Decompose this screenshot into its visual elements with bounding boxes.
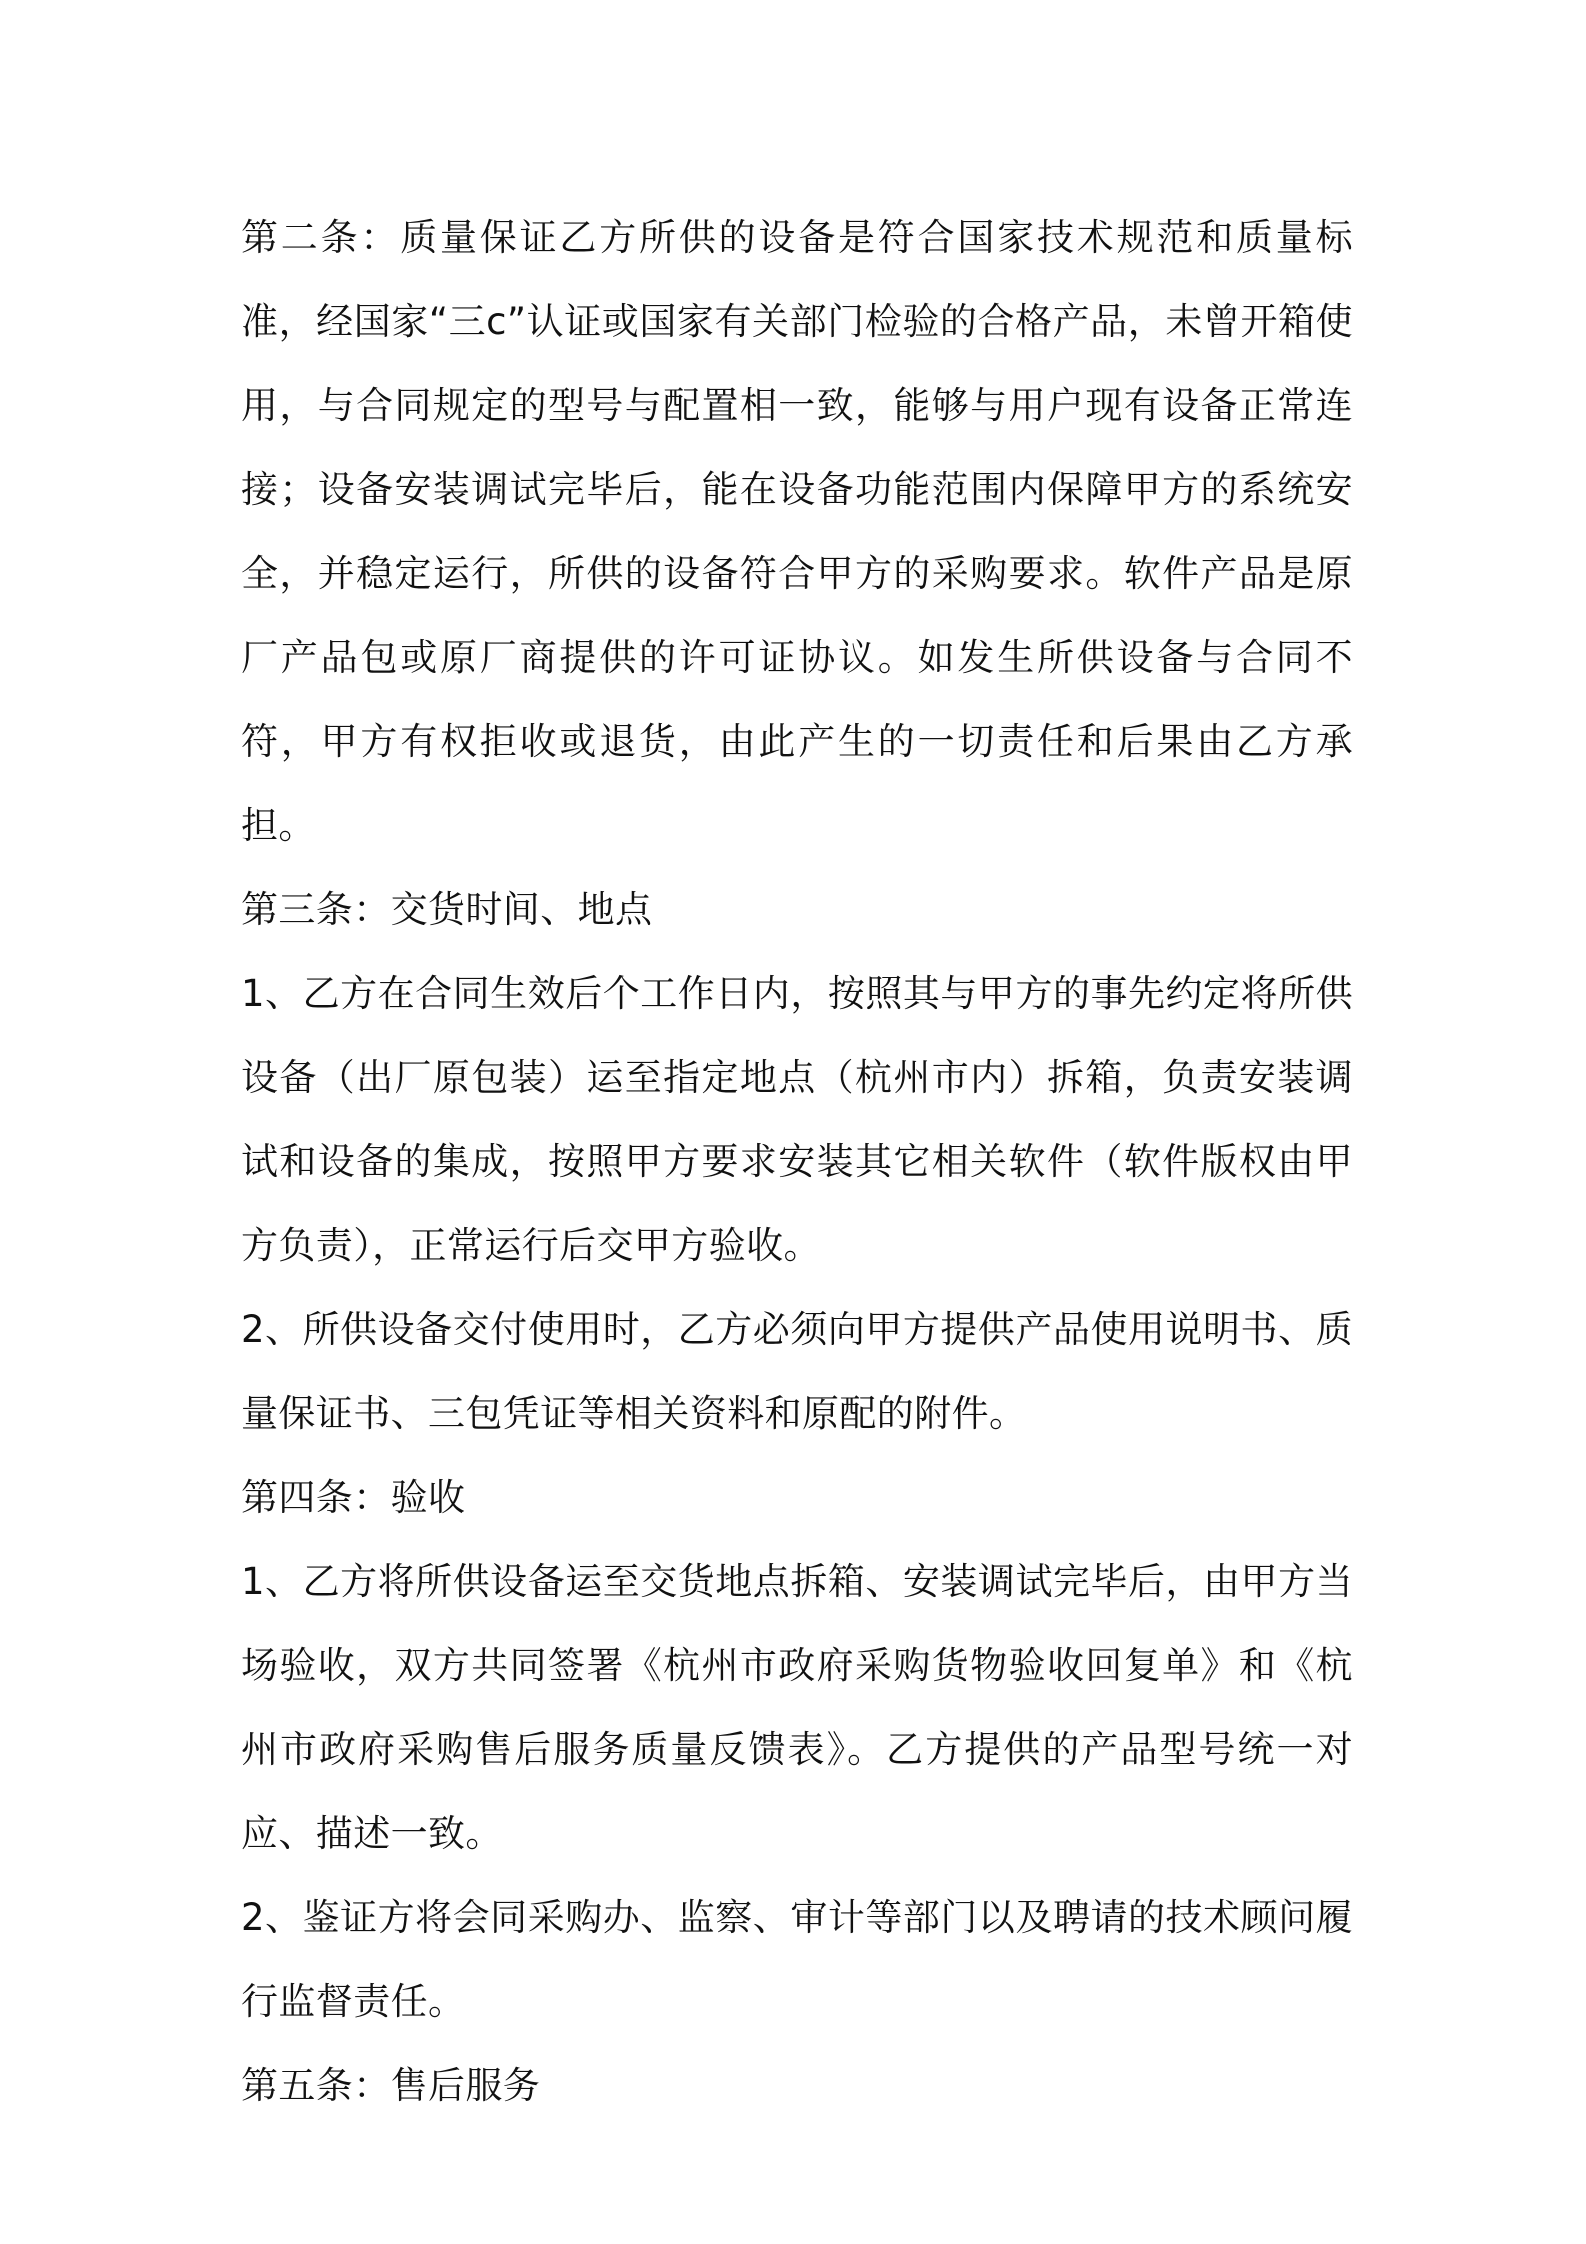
heading-article-3-delivery: 第三条：交货时间、地点 (241, 888, 653, 931)
paragraph-acceptance-item-1: 1、乙方将所供设备运至交货地点拆箱、安装调试完毕后，由甲方当场验收，双方共同签署《杭州市政府采购货物验收回复单》和《杭州市政府采购售后服务质量反馈表》。乙方提供的产品型号统一对应、描述一致。 (241, 1560, 1353, 1855)
heading-article-5-after-sales: 第五条：售后服务 (241, 2064, 541, 2107)
paragraph-acceptance-item-2: 2、鉴证方将会同采购办、监察、审计等部门以及聘请的技术顾问履行监督责任。 (241, 1896, 1353, 2023)
paragraph-delivery-item-2: 2、所供设备交付使用时，乙方必须向甲方提供产品使用说明书、质量保证书、三包凭证等相关资料和原配的附件。 (241, 1308, 1353, 1435)
paragraph-article-2-quality: 第二条：质量保证乙方所供的设备是符合国家技术规范和质量标准，经国家“三c”认证或国家有关部门检验的合格产品，未曾开箱使用，与合同规定的型号与配置相一致，能够与用户现有设备正常连接；设备安装调试完毕后，能在设备功能范围内保障甲方的系统安全，并稳定运行，所供的设备符合甲方的采购要求。软件产品是原厂产品包或原厂商提供的许可证协议。如发生所供设备与合同不符，甲方有权拒收或退货，由此产生的一切责任和后果由乙方承担。 (241, 216, 1353, 847)
paragraph-delivery-item-1: 1、乙方在合同生效后个工作日内，按照其与甲方的事先约定将所供设备（出厂原包装）运至指定地点（杭州市内）拆箱，负责安装调试和设备的集成，按照甲方要求安装其它相关软件（软件版权由甲方负责），正常运行后交甲方验收。 (241, 972, 1353, 1267)
heading-article-4-acceptance: 第四条：验收 (241, 1476, 466, 1519)
document-body (241, 196, 1353, 2128)
